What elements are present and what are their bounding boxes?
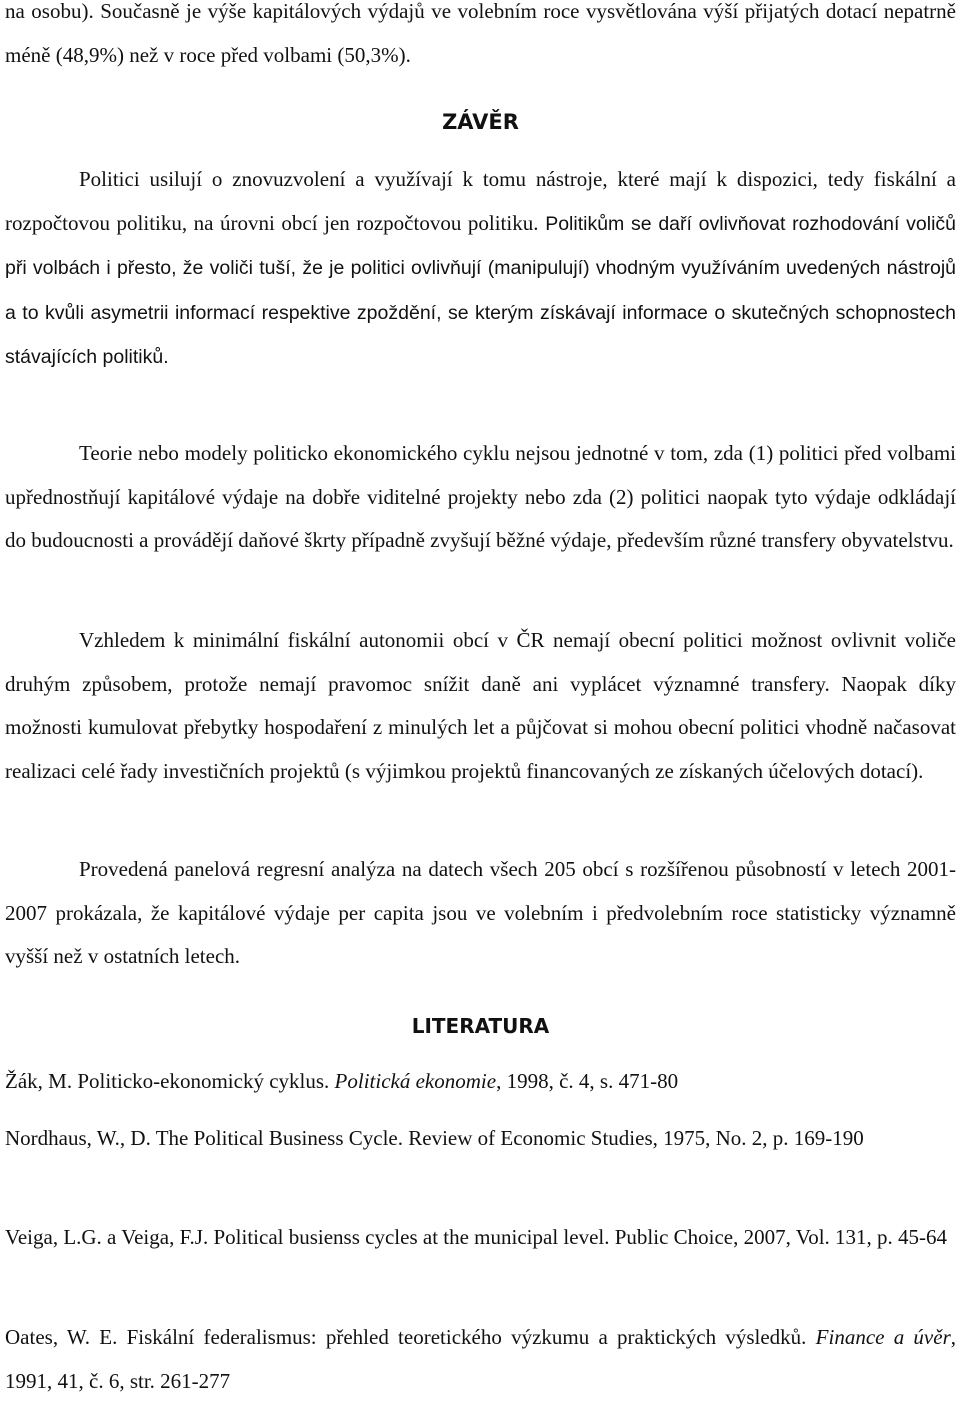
reference-details: , 1998, č. 4, s. 471-80: [496, 1069, 679, 1093]
conclusion-paragraph-1: [5, 158, 956, 380]
reference-main: Veiga, L.G. a Veiga, F.J. Political busienss cycles at the municipal level. Public Choice, 2007, Vol. 131, p. 45-64: [5, 1225, 948, 1249]
reference-main: Nordhaus, W., D. The Political Business Cycle. Review of Economic Studies, 1975, No. 2, p. 169-190: [5, 1126, 864, 1150]
heading-zaver: ZÁVĚR: [442, 110, 519, 134]
conclusion-paragraph-2: Teorie nebo modely politicko ekonomického cyklu nejsou jednotné v tom, zda (1) politici před volbami upřednostňují kapitálové výdaje na dobře viditelné projekty nebo zda (2) politici naopak tyto výdaje odkládají do budoucnosti a provádějí daňové škrty případně zvyšují běžné výdaje, především různé transfery obyvatelstvu.: [5, 441, 956, 553]
reference-item: [5, 1060, 956, 1104]
reference-main: Oates, W. E. Fiskální federalismus: přehled teoretického výzkumu a praktických výsledků.: [5, 1325, 816, 1349]
intro-paragraph: na osobu). Současně je výše kapitálových výdajů ve volebním roce vysvětlována výší přijatých dotací nepatrně méně (48,9%) než v roce před volbami (50,3%).: [5, 0, 956, 67]
reference-main: Žák, M. Politicko-ekonomický cyklus.: [5, 1069, 335, 1093]
reference-details: , 1991, 41, č. 6, str. 261-277: [5, 1325, 956, 1393]
conclusion-p1-sans: Politikům se daří ovlivňovat rozhodování voličů při volbách i přesto, že voliči tuší, že je politici ovlivňují (manipulují) vhodným využíváním uvedených nástrojů a to kvůli asymetrii informací respektive zpoždění, se kterým získávají informace o skutečných schopnostech stávajících politiků.: [5, 212, 957, 369]
reference-item: [5, 1216, 956, 1260]
conclusion-paragraph-4: Provedená panelová regresní analýza na datech všech 205 obcí s rozšířenou působností v letech 2001-2007 prokázala, že kapitálové výdaje per capita jsou ve volebním i předvolebním roce statisticky významně vyšší než v ostatních letech.: [5, 857, 956, 969]
reference-journal: Politická ekonomie: [334, 1069, 497, 1093]
conclusion-p1-serif: Politici usilují o znovuzvolení a využívají k tomu nástroje, které mají k dispozici, tedy fiskální a rozpočtovou politiku, na úrovni obcí jen rozpočtovou politiku.: [5, 167, 956, 235]
heading-literatura: LITERATURA: [411, 1014, 550, 1038]
conclusion-paragraph-3: Vzhledem k minimální fiskální autonomii obcí v ČR nemají obecní politici možnost ovlivnit voliče druhým způsobem, protože nemají pravomoc snížit daně ani vyplácet významné transfery. Naopak díky možnosti kumulovat přebytky hospodaření z minulých let a půjčovat si mohou obecní politici vhodně načasovat realizaci celé řady investičních projektů (s výjimkou projektů financovaných ze získaných účelových dotací).: [5, 628, 956, 783]
reference-item: [5, 1117, 956, 1161]
reference-journal: Finance a úvěr: [815, 1325, 951, 1349]
reference-item: [5, 1316, 956, 1403]
